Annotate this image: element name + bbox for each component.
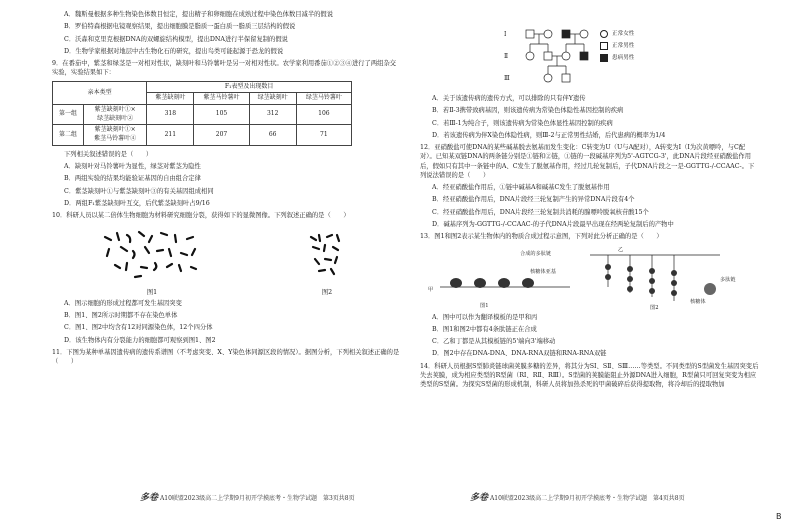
chromosome-cluster-image bbox=[297, 227, 357, 285]
q12-option-a: A．经亚硝酸盐作用后，①链中碱基A和碱基C发生了脱氨基作用 bbox=[432, 183, 610, 191]
q13-option-a: A．图中可以作为翻译模板的是甲和丙 bbox=[432, 313, 538, 321]
left-column bbox=[52, 10, 402, 369]
polypeptide-icon bbox=[704, 283, 716, 295]
group-label: 第二组 bbox=[53, 125, 84, 145]
affected-male-symbol-icon bbox=[600, 54, 608, 62]
figure-1-label: 图1 bbox=[146, 288, 158, 296]
brand-logo: 多卷 bbox=[470, 493, 489, 503]
q10-option-a: A．图示细胞的形成过程都可发生基因突变 bbox=[64, 299, 182, 307]
q13-option-c: C．乙和丁都是从其模板链的5'端向3'端移动 bbox=[432, 338, 556, 346]
value-cell: 105 bbox=[194, 105, 249, 125]
footer-text: A10联盟2023级高二上学期9月初开学摸底考・生物学试题 第3页共8页 bbox=[159, 495, 355, 502]
footer-right bbox=[470, 492, 685, 505]
value-cell: 207 bbox=[194, 125, 249, 145]
q8-option-c: C．沃森和克里克根据DNA的双螺旋结构模型，提出DNA进行半保留复制的假说 bbox=[64, 35, 288, 43]
q11-option-d: D．若该遗传病为伴X染色体隐性病，则Ⅲ-2与正常男性结婚，后代患病的概率为1/4 bbox=[432, 131, 666, 139]
q10-stem: 10．科研人员以某二倍体生物细胞为材料研究细胞分裂，获得如下的显微图像。下列叙述正确的是（ ） bbox=[52, 212, 350, 220]
translation-diagram bbox=[420, 245, 760, 311]
legend-label: 患病男性 bbox=[612, 55, 635, 62]
pedigree-legend bbox=[600, 30, 634, 66]
ribosome-icon bbox=[474, 278, 486, 288]
figure-2 bbox=[297, 227, 357, 297]
q9-stem: 9．在番茄中，紫茎和绿茎是一对相对性状，缺刻叶和马铃薯叶是另一对相对性状。农学家利用番茄①②③④进行了两组杂交实验，实验结果如下： bbox=[52, 60, 397, 77]
q14-stem: 14．科研人员根据S型肺炎链球菌荚膜多糖的差异，将其分为SⅠ、SⅡ、SⅢ……等类型。不同类型的S型菌发生基因突变后失去荚膜，成为相应类型的R型菌（RⅠ、RⅡ、RⅢ）。S型菌的荚膜能阻止外源DNA进入细胞，R型菌只可回复突变为相应类型的S型菌。为探究S型菌的形成机制，科研人员将加热杀死的甲菌破碎后获得提取物，将冷却后的提取物加 bbox=[420, 362, 759, 388]
male-symbol-icon bbox=[600, 42, 608, 50]
label-jia: 甲 bbox=[428, 286, 434, 293]
q9-option-c: C．紫茎缺刻叶①与紫茎缺刻叶③的有关基因组成相同 bbox=[64, 187, 214, 195]
col-header: 绿茎马铃薯叶 bbox=[296, 93, 351, 105]
value-cell: 71 bbox=[296, 125, 351, 145]
pedigree-female bbox=[562, 52, 570, 60]
value-cell: 106 bbox=[296, 105, 351, 125]
pedigree-male bbox=[544, 52, 552, 60]
q10-option-b: B．图1、图2所示时期都不存在染色单体 bbox=[64, 312, 178, 320]
label-yi: 乙 bbox=[618, 246, 624, 253]
right-column bbox=[420, 94, 760, 392]
value-cell: 211 bbox=[147, 125, 194, 145]
q11-stem: 11．下图为某种单基因遗传病的遗传系谱图（不考虑突变、X、Y染色体同源区段的情况）。据图分析，下列相关叙述正确的是（ ） bbox=[52, 349, 400, 366]
ribosome-icon bbox=[522, 278, 534, 288]
synthesis-figures bbox=[420, 245, 760, 311]
fig1-label: 图1 bbox=[480, 302, 489, 309]
col-header: 紫茎马铃薯叶 bbox=[194, 93, 249, 105]
legend-label: 正常男性 bbox=[612, 43, 635, 50]
parents-cell: 紫茎缺刻叶①× 绿茎缺刻叶② bbox=[83, 105, 146, 125]
header-f1: F₁表型及出现数目 bbox=[147, 81, 352, 93]
q12-option-d: D．碱基序列为-GGTTG-/-CCAAC-的子代DNA片段最早出现在经两轮复制后的产物中 bbox=[432, 220, 674, 228]
value-cell: 312 bbox=[249, 105, 296, 125]
label-polypeptide: 多肽链 bbox=[720, 276, 736, 283]
label-ribosome-subunit: 核糖体亚基 bbox=[530, 268, 556, 275]
q11-option-c: C．若Ⅲ-1为纯合子，则该遗传病为常染色体显性基因控制的疾病 bbox=[432, 119, 613, 127]
brand-logo: 多卷 bbox=[140, 493, 159, 503]
footer-left bbox=[140, 492, 355, 505]
group-label: 第一组 bbox=[53, 105, 84, 125]
value-cell: 66 bbox=[249, 125, 296, 145]
pedigree-chart bbox=[504, 28, 598, 88]
col-header: 紫茎缺刻叶 bbox=[147, 93, 194, 105]
table-row bbox=[53, 125, 352, 145]
q9-option-d: D．两组F₁紫茎缺刻叶互交，后代紫茎缺刻叶占9/16 bbox=[64, 200, 210, 208]
ribosome-icon bbox=[498, 278, 510, 288]
q8-option-b: B．罗伯特森根据电镜观察结果，提出细胞膜是脂质一蛋白质一脂质三层结构的假说 bbox=[64, 23, 296, 31]
pedigree-female bbox=[544, 30, 552, 38]
q11-option-b: B．若Ⅱ-3携带致病基因，则该遗传病为常染色体隐性基因控制的疾病 bbox=[432, 107, 624, 115]
figure-2-label: 图2 bbox=[321, 288, 333, 296]
q8-option-a: A．魏斯曼根据多种生物染色体数目恒定，提出精子和卵细胞在成熟过程中染色体数目减半的假说 bbox=[64, 11, 334, 18]
micrograph-figures bbox=[52, 227, 402, 297]
pedigree-female bbox=[526, 52, 534, 60]
value-cell: 318 bbox=[147, 105, 194, 125]
chromosome-spread-image bbox=[97, 227, 207, 285]
header-parent-type: 亲本类型 bbox=[53, 81, 147, 104]
pedigree-female bbox=[544, 74, 552, 82]
gen-label: Ⅱ bbox=[504, 53, 509, 60]
q9-option-b: B．两组实验的结果均能验证基因的自由组合定律 bbox=[64, 175, 201, 183]
q12-option-b: B．经亚硝酸盐作用后，DNA片段经三轮复制产生的异常DNA片段有4个 bbox=[432, 196, 635, 204]
q10-option-c: C．图1、图2中均含有12对同源染色体，12个四分体 bbox=[64, 324, 213, 332]
page-mark: B bbox=[776, 512, 782, 521]
q9-option-a: A．缺刻叶对马铃薯叶为显性，绿茎对紫茎为隐性 bbox=[64, 163, 201, 171]
label-synth-peptide: 合成的多肽链 bbox=[520, 250, 552, 257]
pedigree-female bbox=[580, 30, 588, 38]
gen-label: Ⅲ bbox=[504, 75, 510, 82]
legend-label: 正常女性 bbox=[612, 31, 635, 37]
footer-text: A10联盟2023级高二上学期9月初开学摸底考・生物学试题 第4页共8页 bbox=[489, 495, 685, 502]
q13-stem: 13．图1和图2表示某生物体内的物质合成过程示意图，下列对此分析正确的是（ ） bbox=[420, 233, 663, 241]
q13-option-b: B．图1和图2中都有4条肽链正在合成 bbox=[432, 325, 537, 333]
q12-stem: 12．亚硝酸盐可使DNA的某些碱基脱去氨基而发生变化：C转变为U（U与A配对），A转变为I（I为次黄嘌呤，与C配对）。已知某双链DNA的两条链分别是①链和②链，①链的一段碱基序列为5'-AGTCG-3'，此DNA片段经亚硝酸盐作用后，假如只有其中一条链中的A、C发生了脱氨基作用，经过几轮复制后，子代DNA片段之一是-GGTTG-/-CCAAC-。下列说法错误的是（ ） bbox=[420, 144, 755, 179]
q13-option-d: D．图2中存在DNA-DNA、DNA-RNA双链和RNA-RNA双链 bbox=[432, 350, 607, 358]
col-header: 绿茎缺刻叶 bbox=[249, 93, 296, 105]
q8-option-d: D．生物学家根据对地层中古生物化石的研究，提出鸟类可能起源于恐龙的假说 bbox=[64, 47, 284, 55]
pedigree-affected-male bbox=[562, 30, 570, 38]
fig2-label: 图2 bbox=[650, 304, 659, 311]
gen-label: Ⅰ bbox=[504, 31, 507, 38]
cross-result-table bbox=[52, 81, 352, 146]
female-symbol-icon bbox=[600, 30, 608, 38]
ribosome-icon bbox=[605, 264, 611, 270]
pedigree-male bbox=[526, 30, 534, 38]
table-row bbox=[53, 105, 352, 125]
q12-option-c: C．经亚硝酸盐作用后，DNA片段经三轮复制共消耗的腺嘌呤脱氧核苷酸15个 bbox=[432, 208, 649, 216]
pedigree-affected-male bbox=[580, 52, 588, 60]
q10-option-d: D．该生物体内有分裂能力的细胞都可观察到图1、图2 bbox=[64, 336, 216, 344]
pedigree-male bbox=[562, 74, 570, 82]
ribosome-icon bbox=[450, 278, 462, 288]
label-ribosome: 核糖体 bbox=[690, 298, 706, 305]
parents-cell: 紫茎缺刻叶①× 紫茎马铃薯叶④ bbox=[83, 125, 146, 145]
figure-1 bbox=[97, 227, 207, 297]
q9-ask: 下列相关叙述错误的是（ ） bbox=[64, 150, 153, 158]
q11-option-a: A．关于该遗传病的遗传方式，可以排除的只有伴Y遗传 bbox=[432, 95, 586, 102]
